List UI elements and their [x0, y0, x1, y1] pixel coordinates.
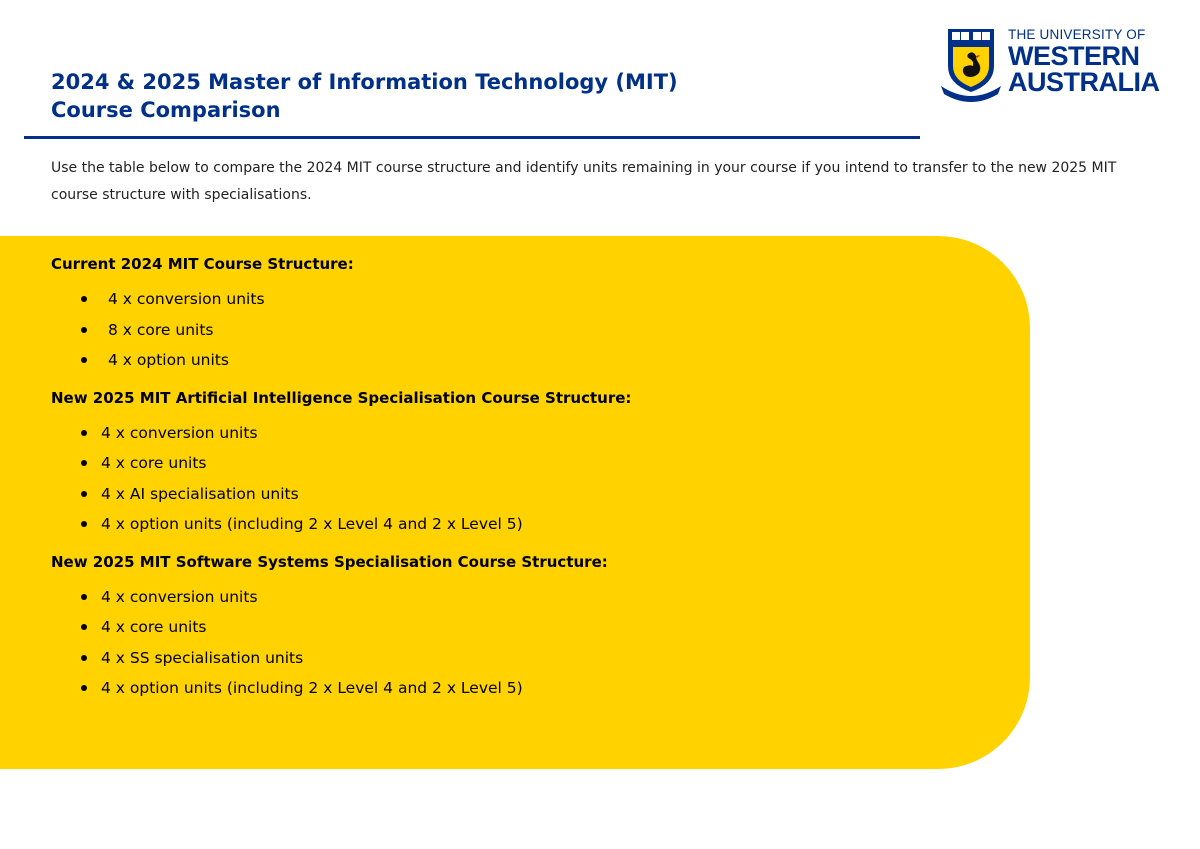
uwa-crest-icon — [940, 26, 1004, 102]
list-item: 4 x SS specialisation units — [77, 643, 1011, 674]
intro-paragraph: Use the table below to compare the 2024 MIT course structure and identify units remaining in your course if you intend to transfer to the new 2025 MIT course structure with specialisations. — [51, 160, 1117, 203]
list-item: 8 x core units — [77, 315, 1011, 346]
section-heading-2024: Current 2024 MIT Course Structure: — [51, 255, 354, 273]
list-item: 4 x option units (including 2 x Level 4 and 2 x Level 5) — [77, 673, 1011, 704]
university-logo — [940, 26, 1160, 104]
section-heading-ai: New 2025 MIT Artificial Intelligence Specialisation Course Structure: — [51, 388, 632, 407]
units-list-ai — [51, 418, 1011, 540]
wordmark-line-3: AUSTRALIA — [1008, 66, 1160, 97]
list-item: 4 x AI specialisation units — [77, 479, 1011, 510]
wordmark-line-1: THE UNIVERSITY OF — [1008, 27, 1146, 42]
list-item: 4 x core units — [77, 448, 1011, 479]
list-item: 4 x conversion units — [77, 418, 1011, 449]
list-item: 4 x option units — [77, 345, 1011, 376]
units-list-ss — [51, 582, 1011, 704]
units-list-2024 — [51, 284, 1011, 376]
page-title-line-1: 2024 & 2025 Master of Information Technology (MIT) — [51, 70, 678, 94]
wordmark-line-2: WESTERN — [1008, 40, 1140, 71]
section-heading-ss: New 2025 MIT Software Systems Specialisation Course Structure: — [51, 552, 608, 571]
list-item: 4 x conversion units — [77, 284, 1011, 315]
comparison-content — [51, 252, 1011, 714]
list-item: 4 x option units (including 2 x Level 4 and 2 x Level 5) — [77, 509, 1011, 540]
university-wordmark — [1008, 26, 1160, 96]
page-title-line-2: Course Comparison — [51, 98, 281, 122]
page-title — [51, 68, 678, 124]
list-item: 4 x conversion units — [77, 582, 1011, 613]
title-divider — [24, 136, 920, 139]
list-item: 4 x core units — [77, 612, 1011, 643]
